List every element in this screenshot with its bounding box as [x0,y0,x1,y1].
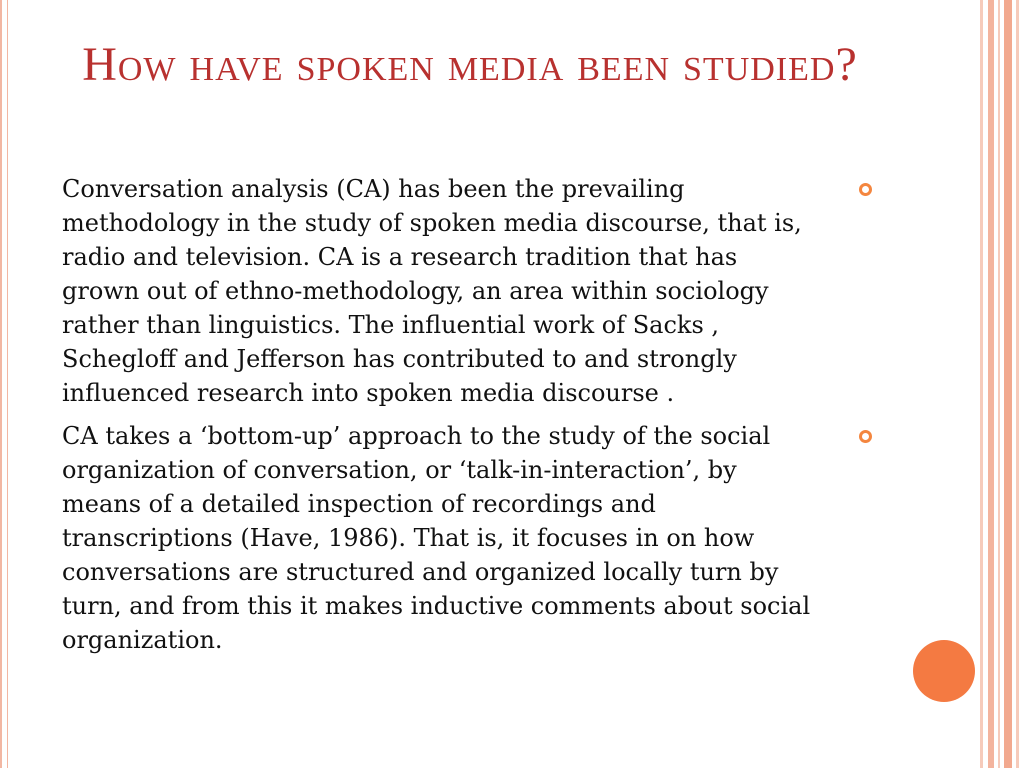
paragraph-text-1: Conversation analysis (CA) has been the prevailing methodology in the study of spoken media discourse, that is, radio and television. CA is a research tradition that has grown out of ethno-methodology, an area within sociology rather than linguistics. The influential work of Sacks , Schegloff and Jefferson has contributed to and strongly influenced research into spoken media discourse . [62,175,802,407]
bullet-paragraph-1 [62,172,852,410]
left-border-decoration [0,0,8,768]
slide-content [62,172,852,666]
orange-circle-icon [913,640,975,702]
bullet-paragraph-2 [62,419,852,657]
right-stripes-decoration [980,0,1024,768]
ring-bullet-icon [859,183,872,196]
slide-title: How have spoken media been studied? [82,38,858,91]
ring-bullet-icon [859,430,872,443]
paragraph-text-2: CA takes a ‘bottom-up’ approach to the study of the social organization of conversation, or ‘talk-in-interaction’, by means of a detailed inspection of recordings and transcriptions (Have, 1986). That is, it focuses in on how conversations are structured and organized locally turn by turn, and from this it makes inductive comments about social organization. [62,422,811,654]
